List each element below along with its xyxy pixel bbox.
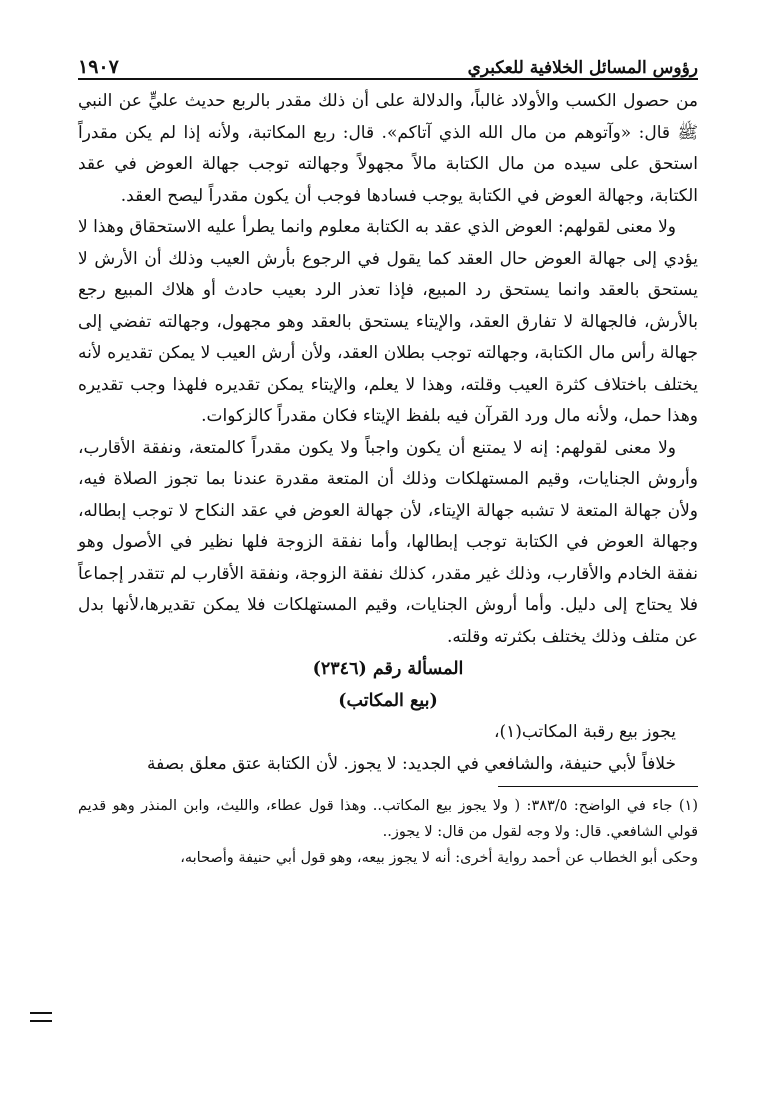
footnote-divider <box>498 786 698 787</box>
continuation-mark <box>30 1012 52 1022</box>
paragraph-4: يجوز بيع رقبة المكاتب(١)، <box>493 722 676 742</box>
main-text <box>78 86 698 780</box>
issue-number-heading: المسألة رقم (٢٣٤٦) <box>312 659 464 679</box>
footnote-1: (١) جاء في الواضح: ٣٨٣/٥: ( ولا يجوز بيع المكاتب.. وهذا قول عطاء، والليث، وابن المنذر وهو قديم قولي الشافعي. قال: ولا وجه لقول من قال: لا يجوز.. <box>78 798 698 840</box>
paragraph-3: ولا معنى لقولهم: إنه لا يمتنع أن يكون واجباً ولا يكون مقدراً كالمتعة، ونفقة الأقارب، وأروش الجنايات، وقيم المستهلكات وذلك أن المتعة مقدرة عندنا بما تجوز الصلاة فيه، ولأن جهالة المتعة لا تشبه جهالة الإيتاء، لأن جهالة العوض في عقد النكاح لا توجب إبطاله، وجهالة العوض في الكتابة توجب إبطالها، وأما نفقة الزوجة فلها نظير في الأصول وهو نفقة الخادم والأقارب، وذلك غير مقدر، كذلك نفقة الزوجة، ونفقة الأقارب لم تتقدر إجماعاً فلا يحتاج إلى دليل. وأما أروش الجنايات، وقيم المستهلكات فلا يمكن تقديرها،لأنها بدل عن متلف وذلك يختلف بكثرته وقلته. <box>78 437 698 647</box>
page-number: ١٩٠٧ <box>78 56 119 78</box>
paragraph-2: ولا معنى لقولهم: العوض الذي عقد به الكتابة معلوم وانما يطرأ عليه الاستحقاق وهذا لا يؤدي إلى جهالة العوض حال العقد كما يقول في الرجوع بأرش العيب وذلك أن الأرش لا يستحق بالعقد وانما يستحق رد المبيع، فإذا تعذر الرد بعيب حادث أو هلاك المبيع رجع بالأرش، فالجهالة لا تفارق العقد، والإيتاء يستحق بالعقد وهو مجهول، وجهالته تفضي إلى جهالة رأس مال الكتابة، وجهالته توجب بطلان العقد، ولأن أرش العيب لا يمكن تقديره لأنه يختلف باختلاف كثرة العيب وقلته، وهذا لا يعلم، والإيتاء يمكن تقديره فلهذا وجب تقديره وهذا حمل، ولأنه مال ورد القرآن فيه بلفظ الإيتاء فكان مقدراً كالزكوات. <box>78 217 698 426</box>
footnotes <box>78 793 698 871</box>
page-header <box>78 48 698 80</box>
issue-title-heading: (بيع المكاتب) <box>338 691 438 711</box>
running-title: رؤوس المسائل الخلافية للعكبري <box>467 58 698 78</box>
paragraph-5: خلافاً لأبي حنيفة، والشافعي في الجديد: لا يجوز. لأن الكتابة عتق معلق بصفة <box>147 753 676 774</box>
document-page <box>78 48 698 871</box>
paragraph-1: من حصول الكسب والأولاد غالباً، والدلالة على أن ذلك مقدر بالربع حديث عليٍّ عن النبي ﷺ قال: «وآتوهم من مال الله الذي آتاكم». قال: ربع المكاتبة، ولأنه إذا لم يكن مقدراً استحق على سيده من مال الكتابة مالاً مجهولاً وجهالته توجب جهالة العوض في عقد الكتابة، وجهالة العوض في الكتابة يوجب فسادها فوجب أن يكون مقدراً ليصح العقد. <box>78 91 698 206</box>
footnote-2: وحكى أبو الخطاب عن أحمد رواية أخرى: أنه لا يجوز بيعه، وهو قول أبي حنيفة وأصحابه، <box>180 850 698 866</box>
